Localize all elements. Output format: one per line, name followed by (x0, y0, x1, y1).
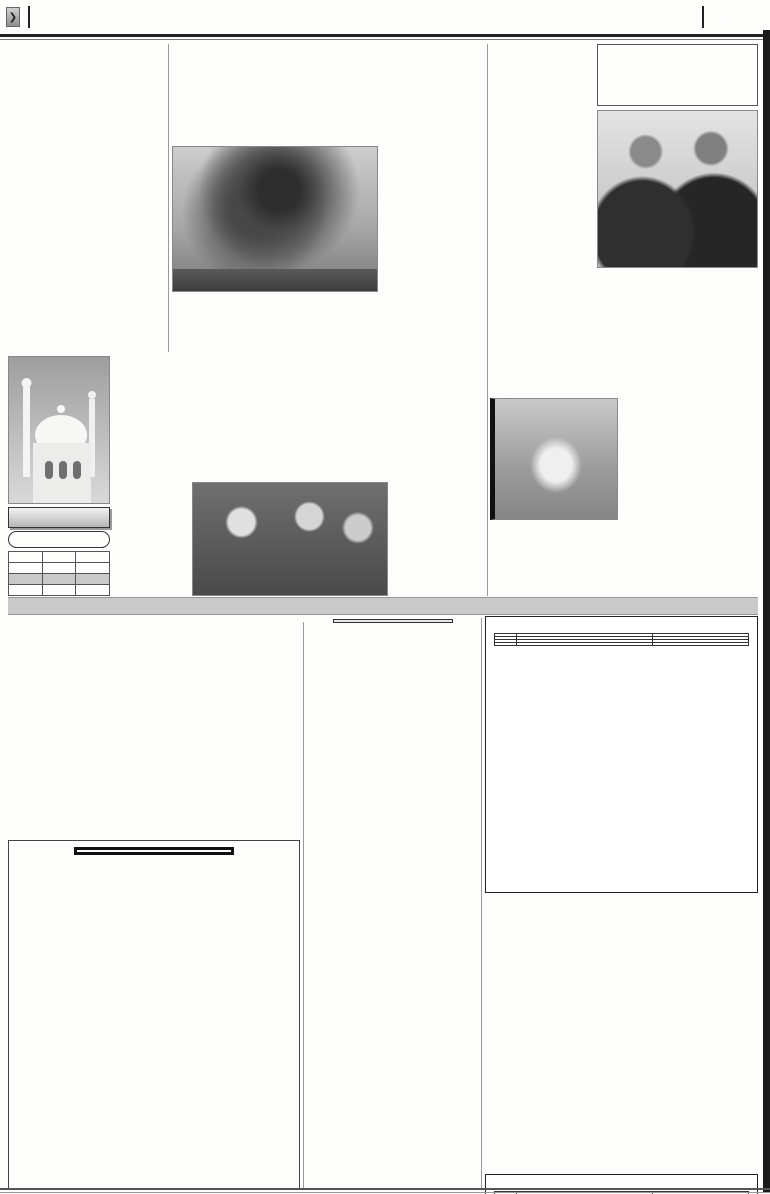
trump-article-body (8, 90, 164, 352)
china-right-column (680, 340, 758, 596)
russia-iran-photo (597, 110, 758, 268)
ansar-body (307, 702, 477, 860)
gaza-body-columns (172, 296, 482, 402)
table-row (495, 643, 749, 646)
bolivia-first-column (116, 382, 188, 596)
section-marker-icon: ❯ (6, 7, 20, 27)
prayer-cell (76, 585, 110, 596)
bolivia-photo (192, 482, 388, 596)
masthead-logo (723, 15, 738, 19)
prayer-cell (9, 585, 43, 596)
masthead-divider (702, 6, 704, 28)
row-case (653, 643, 749, 646)
mosque-illustration (9, 357, 110, 504)
dse-body (307, 896, 477, 1186)
prayer-cell (9, 563, 43, 574)
russia-iran-body-columns (492, 272, 758, 334)
bolivia-side-column (394, 410, 482, 596)
legal-notice-title (74, 847, 234, 855)
prayer-cell (9, 552, 43, 563)
prayer-cell (9, 574, 43, 585)
ansar-kicker (333, 619, 453, 623)
china-mid-column (624, 398, 674, 520)
column-rule (481, 618, 482, 1190)
bottom-rule-thin (0, 1192, 770, 1193)
economy-section-bar (8, 597, 758, 615)
page-header (0, 0, 770, 34)
notice1-table (494, 633, 749, 646)
masthead-area (694, 5, 766, 29)
prayer-cell (42, 563, 76, 574)
prayer-cell (42, 552, 76, 563)
row-sl (495, 643, 517, 646)
mosque-photo (8, 356, 110, 504)
page-number-badge (743, 5, 766, 29)
prayer-times-table (8, 551, 110, 596)
russia-iran-headline (597, 44, 758, 106)
column-rule (487, 44, 488, 596)
prayer-cell (42, 585, 76, 596)
prayer-cell (76, 563, 110, 574)
column-rule (168, 44, 169, 352)
gaza-side-column (384, 146, 482, 292)
legal-notice (8, 840, 300, 1190)
prayer-cell (76, 574, 110, 585)
right-edge-bar (763, 30, 770, 1192)
gaza-explosion-photo (172, 146, 378, 292)
prayer-cell (42, 574, 76, 585)
prayer-date (8, 531, 110, 548)
header-rule (0, 34, 770, 37)
court-notice-1 (485, 616, 758, 893)
bottom-rule (0, 1188, 770, 1190)
russia-iran-first-column (492, 46, 592, 270)
prayer-times-title (8, 507, 110, 528)
china-bottom-columns (490, 524, 674, 596)
cargo-body (8, 676, 300, 836)
header-rule-thin (0, 39, 770, 40)
row-name (517, 643, 653, 646)
prayer-cell (76, 552, 110, 563)
column-rule (303, 622, 304, 1188)
court-notice-2 (485, 1174, 758, 1194)
china-submersible-photo (490, 398, 618, 520)
header-divider (28, 6, 30, 28)
